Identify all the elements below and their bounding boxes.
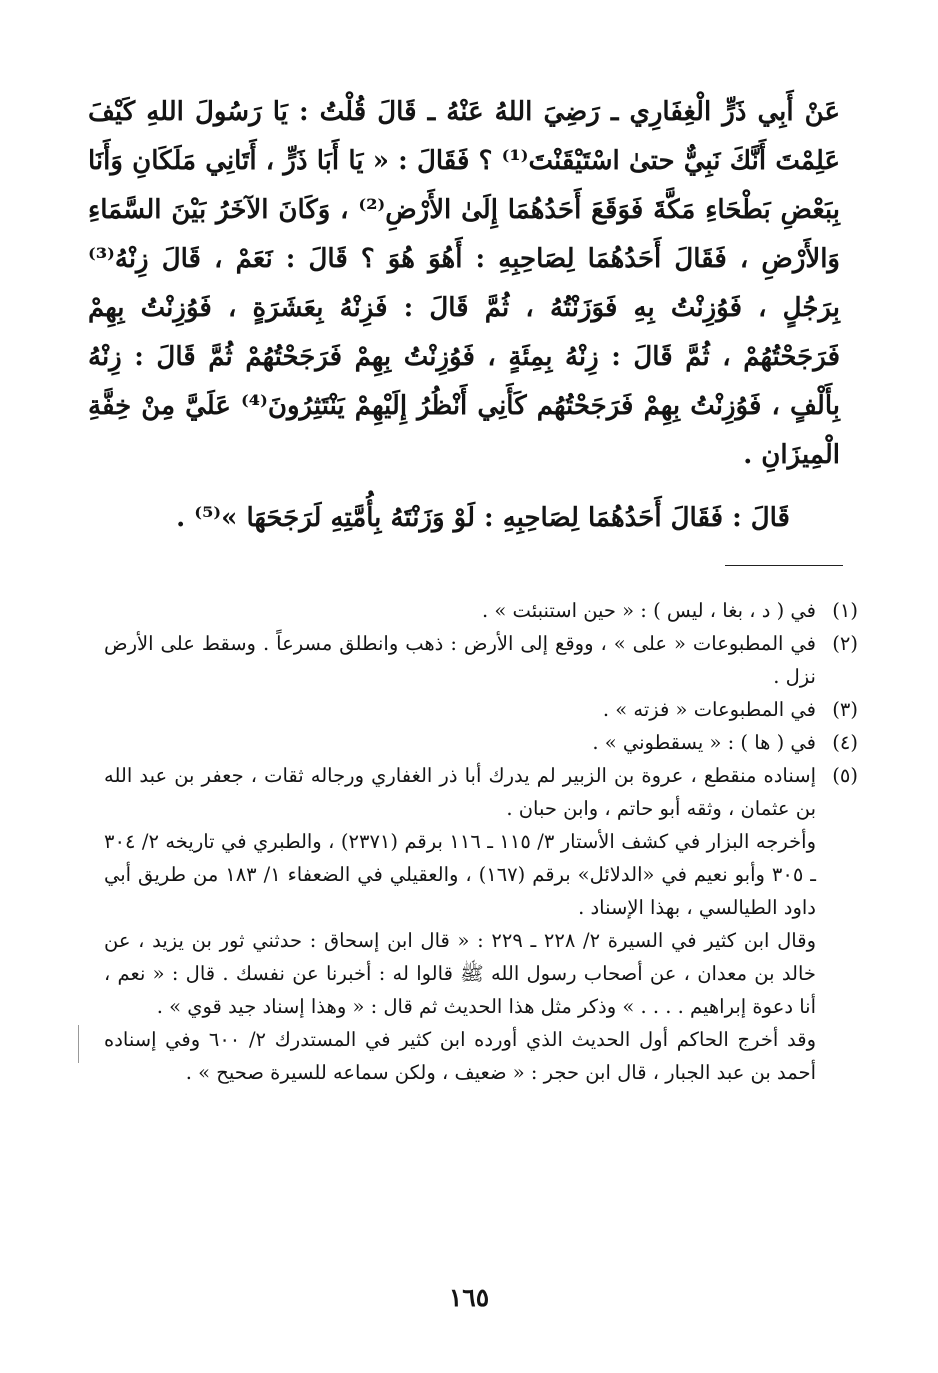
footnote-number: (٤) — [832, 731, 858, 754]
footnote-paragraph: إسناده منقطع ، عروة بن الزبير لم يدرك أبا ذر الغفاري ورجاله ثقات ، جعفر بن عبد الله بن عثمان ، وثقه أبو حاتم ، وابن حبان . — [104, 764, 816, 820]
footnote-number: (٢) — [832, 632, 858, 655]
margin-mark — [78, 1025, 79, 1063]
footnote-paragraph: في المطبوعات « على » ، ووقع إلى الأرض : ذهب وانطلق مسرعاً . وسقط على الأرض نزل . — [104, 632, 816, 688]
footnote-text — [104, 594, 816, 627]
footnote-paragraph: في المطبوعات « فزته » . — [602, 698, 816, 721]
footnote-text — [104, 693, 816, 726]
footnote — [104, 693, 858, 726]
footnote-number: (٣) — [832, 698, 858, 721]
hadith-body — [88, 88, 840, 480]
page-number: ١٦٥ — [448, 1283, 490, 1312]
hadith-paragraph: عَنْ أَبِي ذَرٍّ الْغِفَارِي ـ رَضِيَ اللهُ عَنْهُ ـ قَالَ قُلْتُ : يَا رَسُولَ اللهِ كَيْفَ عَلِمْتَ أَنَّكَ نَبِيٌّ حتىٰ اسْتَيْقَنْتَ⁽¹⁾ ؟ فَقَالَ : « يَا أَبَا ذَرٍّ ، أَتَانِي مَلَكَانِ وَأَنَا بِبَعْضِ بَطْحَاءِ مَكَّةَ فَوَقَعَ أَحَدُهُمَا إِلَىٰ الأَرْضِ⁽²⁾ ، وَكَانَ الآخَرُ بَيْنَ السَّمَاءِ وَالأَرْضِ ، فَقَالَ أَحَدُهُمَا لِصَاحِبِهِ : أَهُوَ هُوَ ؟ قَالَ : نَعَمْ ، قَالَ زِنْهُ⁽³⁾ بِرَجُلٍ ، فَوُزِنْتُ بِهِ فَوَزَنْتُهُ ، ثُمَّ قَالَ : فَزِنْهُ بِعَشَرَةٍ ، فَوُزِنْتُ بِهِمْ فَرَجَحْتُهُمْ ، ثُمَّ قَالَ : زِنْهُ بِمِئَةٍ ، فَوُزِنْتُ بِهِمْ فَرَجَحْتُهُمْ ثُمَّ قَالَ : زِنْهُ بِأَلْفٍ ، فَوُزِنْتُ بِهِمْ فَرَجَحْتُهُم كَأَنِي أَنْظُرُ إِلَيْهِمْ يَنْتَثِرُونَ⁽⁴⁾ عَلَيَّ مِنْ خِفَّةِ الْمِيزَانِ . — [88, 97, 841, 470]
footnote — [104, 594, 858, 627]
footnote-text — [104, 627, 816, 693]
footnote-text — [104, 726, 816, 759]
footnote — [104, 627, 858, 693]
footnote-paragraph: وقال ابن كثير في السيرة ٢/ ٢٢٨ ـ ٢٢٩ : « قال ابن إسحاق : حدثني ثور بن يزيد ، عن خالد بن معدان ، عن أصحاب رسول الله ﷺ قالوا له : أخبرنا عن نفسك . قال : « نعم ، أنا دعوة إبراهيم . . . . » وذكر مثل هذا الحديث ثم قال : « وهذا إسناد جيد قوي » . — [104, 929, 816, 1018]
footnotes — [104, 594, 858, 1089]
footnote-paragraph: في ( د ، بغا ، ليس ) : « حين استنبئت » . — [482, 599, 816, 622]
footnote-separator — [725, 565, 843, 566]
footnote-number: (١) — [832, 599, 858, 622]
hadith-closing-quote: قَالَ : فَقَالَ أَحَدُهُمَا لِصَاحِبِهِ : لَوْ وَزَنْتَهُ بِأُمَّتِهِ لَرَجَحَهَا »⁽⁵⁾ . — [176, 503, 790, 533]
footnote — [104, 759, 858, 1089]
footnote-number: (٥) — [832, 764, 858, 787]
footnote-paragraph: وقد أخرج الحاكم أول الحديث الذي أورده ابن كثير في المستدرك ٢/ ٦٠٠ وفي إسناده أحمد بن عبد الجبار ، قال ابن حجر : « ضعيف ، ولكن سماعه للسيرة صحيح » . — [104, 1028, 817, 1084]
footnote-paragraph: في ( ها ) : « يسقطوني » . — [592, 731, 816, 754]
footnote-paragraph: وأخرجه البزار في كشف الأستار ٣/ ١١٥ ـ ١١٦ برقم (٢٣٧١) ، والطبري في تاريخه ٢/ ٣٠٤ ـ ٣٠٥ وأبو نعيم في «الدلائل» برقم (١٦٧) ، والعقيلي في الضعفاء ١/ ١٨٣ من طريق أبي داود الطيالسي ، بهذا الإسناد . — [104, 830, 817, 919]
footnote-text — [104, 759, 816, 1089]
footnote — [104, 726, 858, 759]
